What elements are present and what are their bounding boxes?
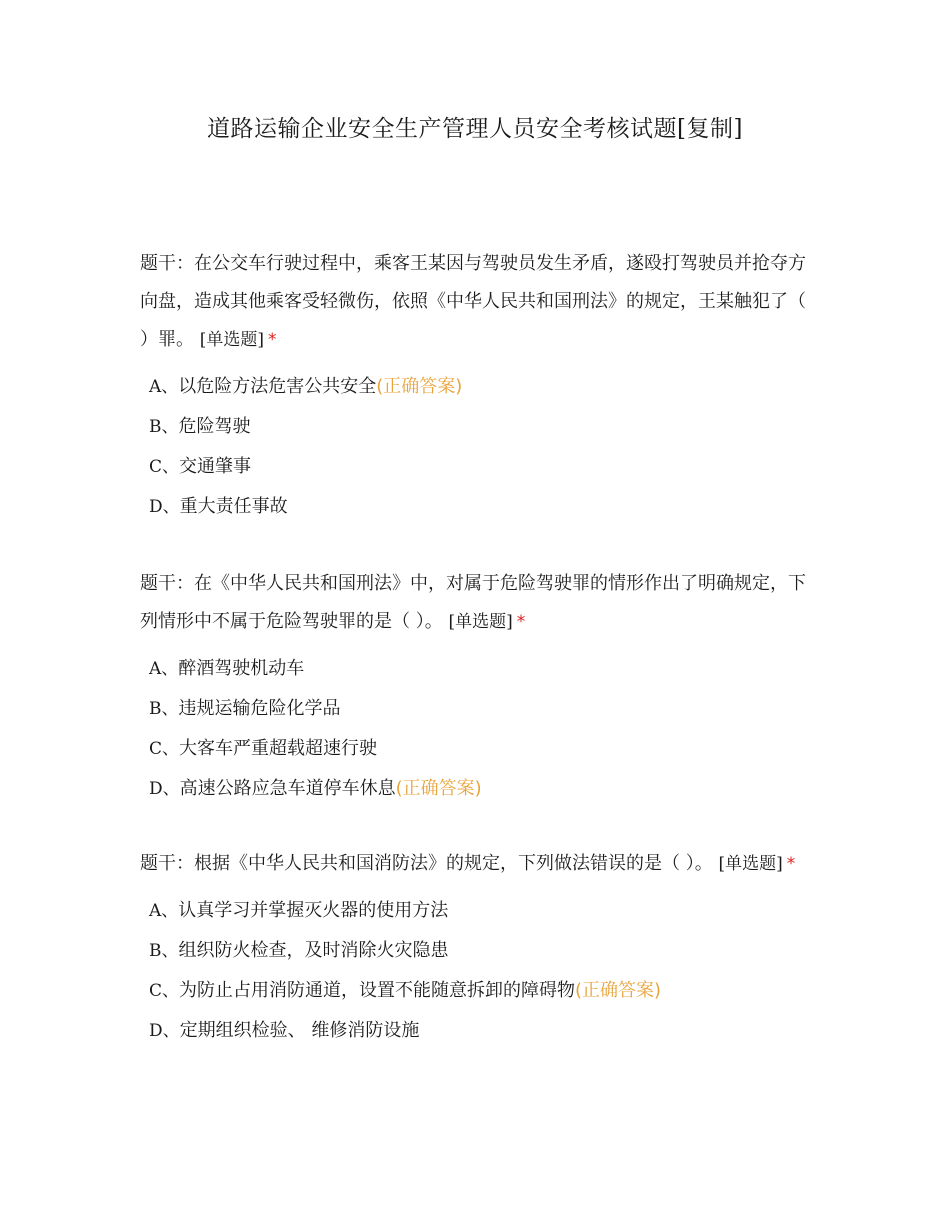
correct-answer-mark: (正确答案) bbox=[575, 980, 662, 1001]
option-letter: C、 bbox=[149, 739, 180, 759]
option-list bbox=[140, 891, 820, 1051]
question-2 bbox=[140, 565, 820, 809]
document-title: 道路运输企业安全生产管理人员安全考核试题[复制] bbox=[207, 116, 743, 142]
option-text: 高速公路应急车道停车休息 bbox=[179, 778, 396, 799]
question-stem bbox=[140, 565, 820, 641]
stem-text: 在公交车行驶过程中，乘客王某因与驾驶员发生矛盾，遂殴打驾驶员并抢夺方向盘，造成其他乘客受轻微伤，依照《中华人民共和国刑法》的规定，王某触犯了（ ）罪。 bbox=[140, 253, 806, 350]
required-mark: * bbox=[516, 612, 526, 632]
option-b[interactable] bbox=[149, 931, 820, 971]
question-type-tag: [单选题] bbox=[199, 330, 264, 350]
stem-text: 根据《中华人民共和国消防法》的规定，下列做法错误的是（ ）。 bbox=[194, 853, 713, 874]
option-a[interactable] bbox=[149, 367, 820, 407]
option-text: 组织防火检查，及时消除火灾隐患 bbox=[178, 940, 449, 961]
stem-prefix: 题干： bbox=[140, 253, 194, 274]
option-list bbox=[140, 649, 820, 809]
option-text: 违规运输危险化学品 bbox=[178, 698, 341, 719]
option-d[interactable] bbox=[149, 769, 820, 809]
option-text: 交通肇事 bbox=[179, 456, 252, 477]
option-letter: A、 bbox=[149, 659, 179, 679]
option-b[interactable] bbox=[149, 689, 820, 729]
option-text: 以危险方法危害公共安全 bbox=[178, 376, 377, 397]
option-d[interactable] bbox=[149, 1011, 820, 1051]
question-type-tag: [单选题] bbox=[448, 612, 513, 632]
correct-answer-mark: (正确答案) bbox=[395, 778, 482, 799]
option-text: 大客车严重超载超速行驶 bbox=[179, 738, 378, 759]
option-letter: D、 bbox=[149, 1021, 180, 1041]
option-text: 醉酒驾驶机动车 bbox=[178, 658, 305, 679]
stem-prefix: 题干： bbox=[140, 853, 194, 874]
stem-text: 在《中华人民共和国刑法》中，对属于危险驾驶罪的情形作出了明确规定，下列情形中不属于危险驾驶罪的是（ ）。 bbox=[140, 573, 806, 632]
required-mark: * bbox=[786, 854, 796, 874]
question-1 bbox=[140, 245, 820, 527]
question-stem bbox=[140, 245, 820, 359]
option-text: 为防止占用消防通道，设置不能随意拆卸的障碍物 bbox=[179, 980, 576, 1001]
option-b[interactable] bbox=[149, 407, 820, 447]
option-a[interactable] bbox=[149, 649, 820, 689]
question-type-tag: [单选题] bbox=[718, 854, 783, 874]
option-c[interactable] bbox=[149, 447, 820, 487]
stem-prefix: 题干： bbox=[140, 573, 194, 594]
option-letter: B、 bbox=[149, 417, 179, 437]
option-letter: C、 bbox=[149, 981, 180, 1001]
option-letter: B、 bbox=[149, 699, 179, 719]
option-letter: A、 bbox=[149, 377, 179, 397]
option-text: 危险驾驶 bbox=[178, 416, 251, 437]
question-3 bbox=[140, 845, 820, 1051]
option-c[interactable] bbox=[149, 971, 820, 1011]
option-list bbox=[140, 367, 820, 527]
option-c[interactable] bbox=[149, 729, 820, 769]
question-stem bbox=[140, 845, 820, 883]
option-letter: C、 bbox=[149, 457, 180, 477]
option-text: 认真学习并掌握灭火器的使用方法 bbox=[178, 900, 449, 921]
option-a[interactable] bbox=[149, 891, 820, 931]
option-letter: B、 bbox=[149, 941, 179, 961]
option-d[interactable] bbox=[149, 487, 820, 527]
correct-answer-mark: (正确答案) bbox=[376, 376, 463, 397]
option-text: 重大责任事故 bbox=[179, 496, 288, 517]
option-letter: D、 bbox=[149, 497, 180, 517]
required-mark: * bbox=[268, 330, 277, 350]
option-letter: A、 bbox=[149, 901, 179, 921]
option-text: 定期组织检验、 维修消防设施 bbox=[179, 1020, 420, 1041]
option-letter: D、 bbox=[149, 779, 180, 799]
